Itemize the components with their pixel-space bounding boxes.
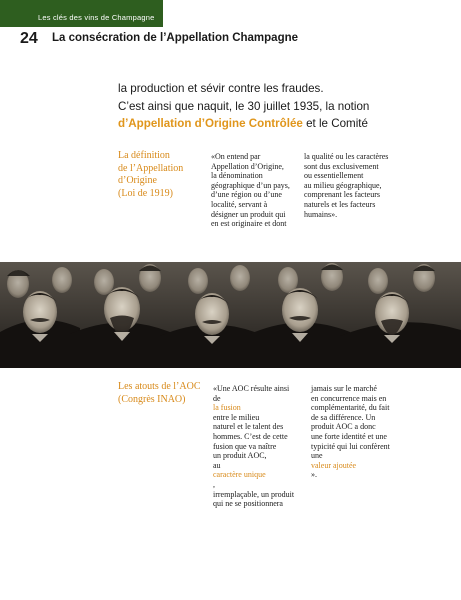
quote-line: naturels et les facteurs [304,199,376,209]
section-tab-band [0,0,163,27]
quote-line [213,394,294,423]
quote-line: naturel et le talent des [213,422,284,432]
quote-line: ou essentiellement [304,171,364,181]
definition-quote-col-1 [211,152,290,229]
aoc-highlight: d’Appellation d’Origine Contrôlée [118,117,303,130]
quote-line: géographique d’un pays, [211,180,290,190]
quote-line: sont dus exclusivement [304,161,379,171]
quote-text: ». [311,470,317,480]
quote-line: «On entend par [211,152,261,161]
definition-heading-line: (Loi de 1919) [118,187,173,199]
chapter-title: La consécration de l’Appellation Champagne [52,32,299,44]
quote-line: «Une AOC résulte ainsi [213,384,290,393]
quote-line: au milieu géographique, [304,180,382,190]
highlight-caractere-unique: caractère unique [213,470,266,480]
quote-line: désigner un produit qui [211,209,286,219]
quote-line: localité, servant à [211,199,268,209]
definition-heading-line: de l’Appellation [118,162,184,174]
quote-line: en concurrence mais en [311,393,387,403]
historical-group-photo [0,262,461,368]
definition-heading [118,150,210,200]
quote-line: en est originaire et dont [211,219,287,229]
quote-line: humains». [304,209,338,219]
atouts-heading-line: (Congrès INAO) [118,393,186,405]
quote-line: une forte identité et une [311,431,387,441]
page-number: 24 [20,30,38,47]
quote-line: produit AOC a donc [311,422,376,432]
intro-line-3-rest: et le Comité [302,117,368,130]
quote-text: une [311,451,323,461]
highlight-valeur-ajoutee: valeur ajoutée [311,460,357,470]
intro-line-3 [118,115,448,133]
quote-line: un produit AOC, [213,451,267,461]
quote-line: la dénomination [211,171,263,181]
atouts-quote-col-2 [311,384,390,480]
quote-line: comprenant les facteurs [304,190,380,200]
section-tab-label: Les clés des vins de Champagne [38,13,155,22]
quote-line: la qualité ou les caractères [304,152,389,161]
definition-heading-line: d’Origine [118,175,157,186]
quote-text: entre le milieu [213,412,260,422]
definition-quote-col-2 [304,152,388,219]
atouts-quote-col-1 [213,384,294,509]
intro-line-1: la production et sévir contre les fraudes. [118,82,324,95]
intro-paragraph [118,80,448,133]
quote-line: qui ne se positionnera [213,499,283,509]
atouts-heading-line: Les atouts de l’AOC [118,381,201,392]
quote-line: hommes. C’est de cette [213,431,288,441]
photo-illustration [0,262,461,368]
quote-line [213,461,294,490]
quote-line: jamais sur le marché [311,384,377,393]
quote-line [311,451,390,480]
atouts-heading [118,381,210,406]
quote-line: complémentarité, du fait [311,403,390,413]
definition-heading-line: La définition [118,150,170,161]
quote-line: de sa différence. Un [311,412,376,422]
quote-line: d’une région ou d’une [211,190,282,200]
highlight-fusion: la fusion [213,403,241,413]
quote-text: de [213,393,221,403]
quote-line: Appellation d’Origine, [211,161,284,171]
quote-text: , [213,479,215,489]
quote-line: irremplaçable, un produit [213,489,295,499]
intro-line-2: C’est ainsi que naquit, le 30 juillet 1935, la notion [118,99,370,113]
quote-line: fusion que va naître [213,441,277,451]
quote-line: typicité qui lui confèrent [311,441,390,451]
quote-text: au [213,460,221,470]
